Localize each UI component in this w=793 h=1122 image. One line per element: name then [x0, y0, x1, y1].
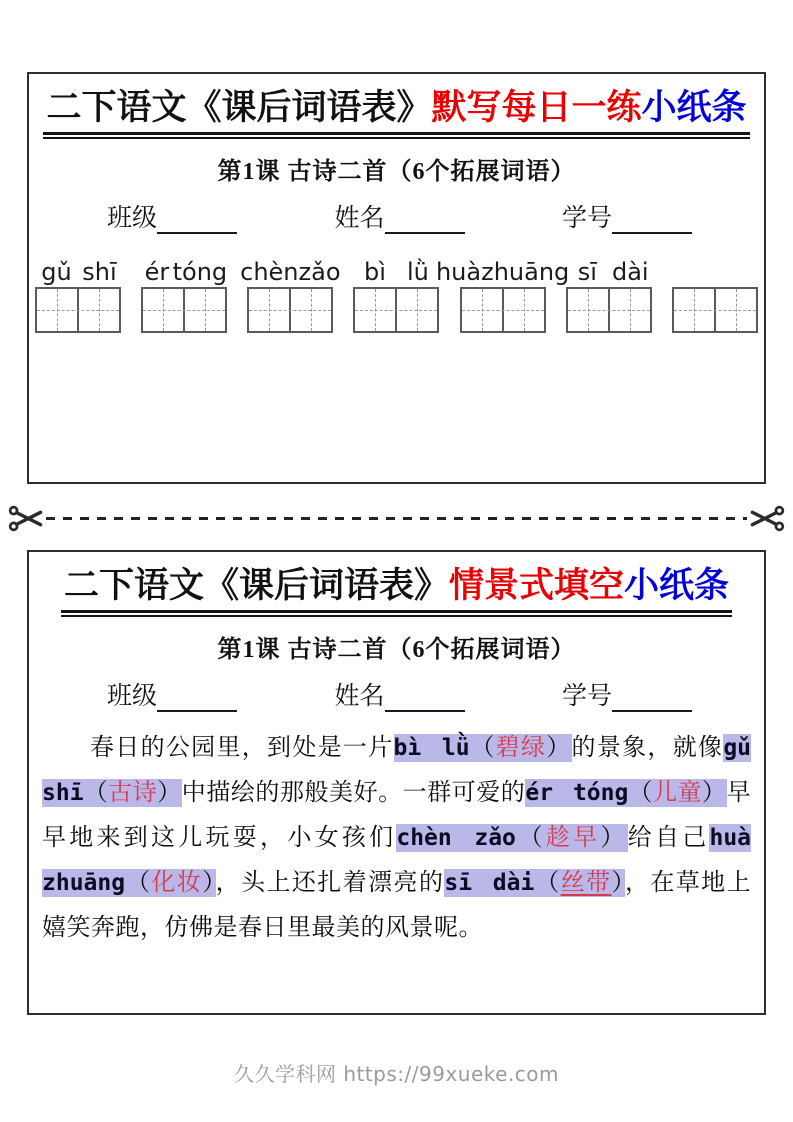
blank-answer: 化妆 — [151, 870, 203, 896]
tianzige-cell — [674, 289, 716, 331]
paren-close: ） — [157, 780, 182, 806]
tianzige-cell — [185, 289, 225, 331]
pinyin-syllable: lǜ — [407, 258, 429, 286]
blank-pinyin: bì lǜ — [393, 735, 470, 761]
highlighted-blank — [525, 779, 726, 807]
name-field — [334, 676, 464, 712]
name-blank — [385, 682, 465, 712]
name-label: 姓名 — [334, 683, 385, 710]
paren-open: （ — [515, 825, 546, 851]
blank-answer: 古诗 — [108, 780, 158, 806]
title-segment-black: 二下语文《课后词语表》 — [63, 566, 449, 605]
blank-answer: 碧绿 — [495, 735, 547, 761]
pinyin-label — [141, 252, 227, 284]
blank-answer: 儿童 — [652, 780, 703, 806]
paren-close: ） — [546, 735, 572, 761]
pinyin-box-row — [29, 252, 764, 333]
pinyin-syllable: zǎo — [298, 258, 341, 286]
title-segment-red: 默写每日一练 — [431, 88, 642, 127]
paren-close: ） — [611, 870, 625, 896]
paragraph-text: 的景象，就像 — [571, 735, 724, 761]
word-column — [672, 252, 758, 333]
paren-open: （ — [125, 870, 152, 896]
name-blank — [385, 204, 465, 234]
blank-pinyin: gǔ shī — [42, 735, 752, 806]
highlighted-blank — [396, 824, 627, 852]
pinyin-label — [353, 252, 439, 284]
student-number-label: 学号 — [561, 205, 612, 232]
class-label: 班级 — [107, 683, 158, 710]
lesson-subtitle: 第1课 古诗二首（6个拓展词语） — [217, 159, 576, 185]
word-column — [141, 252, 227, 333]
tianzige-cell — [462, 289, 504, 331]
blank-pinyin: sī dài — [444, 870, 535, 896]
pinyin-label — [35, 252, 121, 284]
blank-pinyin: chèn zǎo — [396, 825, 516, 851]
student-number-blank — [612, 682, 692, 712]
blank-pinyin: huà zhuāng — [42, 825, 752, 896]
pinyin-syllable: zhuāng — [481, 258, 570, 286]
fill-in-title — [61, 565, 732, 613]
blank-pinyin: ér tóng — [525, 780, 629, 806]
tianzige-cell — [37, 289, 79, 331]
tianzige-writing-grid — [353, 287, 439, 333]
name-field — [334, 198, 464, 234]
pinyin-syllable: chèn — [240, 258, 299, 286]
scissors-icon — [749, 505, 785, 532]
tianzige-writing-grid — [35, 287, 121, 333]
blank-answer: 趁早 — [545, 825, 601, 851]
paragraph-text: ，头上还扎着漂亮的 — [215, 870, 445, 896]
tianzige-cell — [716, 289, 756, 331]
paren-open: （ — [83, 780, 109, 806]
title-segment-blue: 小纸条 — [624, 566, 730, 605]
word-column — [435, 252, 570, 333]
tianzige-writing-grid — [672, 287, 758, 333]
pinyin-label — [435, 252, 570, 286]
student-info-row — [29, 676, 764, 712]
paren-close: ） — [702, 780, 727, 806]
pinyin-label — [566, 252, 652, 284]
paragraph-text: 中描绘的那般美好。一群可爱的 — [181, 780, 526, 806]
blank-answer: 丝带 — [560, 870, 612, 896]
title-segment-red: 情景式填空 — [448, 566, 624, 605]
title-segment-black: 二下语文《课后词语表》 — [46, 88, 432, 127]
scissors-icon — [8, 505, 44, 532]
pinyin-syllable: sī — [577, 258, 597, 286]
paren-open: （ — [534, 870, 561, 896]
class-field — [107, 198, 237, 234]
tianzige-cell — [79, 289, 119, 331]
tianzige-writing-grid — [247, 287, 333, 333]
tianzige-cell — [355, 289, 397, 331]
cut-line — [8, 503, 785, 533]
highlighted-blank — [394, 734, 572, 762]
paragraph-text: 给自己 — [627, 825, 710, 851]
pinyin-syllable: tóng — [172, 258, 228, 286]
name-label: 姓名 — [334, 205, 385, 232]
paren-close: ） — [600, 825, 628, 851]
pinyin-label — [672, 252, 758, 284]
pinyin-label — [240, 252, 341, 286]
tianzige-writing-grid — [141, 287, 227, 333]
word-column — [353, 252, 439, 333]
paren-open: （ — [628, 780, 653, 806]
paragraph-text: 早早地来到这儿玩耍，小女孩们 — [42, 780, 752, 851]
title-segment-blue: 小纸条 — [641, 88, 747, 127]
tianzige-cell — [610, 289, 650, 331]
word-column — [240, 252, 341, 333]
class-label: 班级 — [107, 205, 158, 232]
word-column — [566, 252, 652, 333]
tianzige-writing-grid — [566, 287, 652, 333]
paragraph-text: ，在草地上嬉笑奔跑，仿佛是春日里最美的风景呢。 — [42, 870, 752, 941]
pinyin-syllable: huà — [435, 258, 482, 286]
tianzige-cell — [291, 289, 331, 331]
word-column — [35, 252, 121, 333]
class-blank — [157, 204, 237, 234]
tianzige-cell — [249, 289, 291, 331]
highlighted-blank — [444, 869, 625, 897]
paragraph-text: 春日的公园里，到处是一片 — [90, 735, 394, 761]
site-watermark: 久久学科网 https://99xueke.com — [233, 1062, 560, 1086]
dictation-title — [43, 87, 749, 135]
class-field — [107, 676, 237, 712]
student-info-row — [29, 198, 764, 234]
paren-close: ） — [202, 870, 216, 896]
pinyin-syllable: shī — [82, 258, 117, 286]
student-number-blank — [612, 204, 692, 234]
tianzige-cell — [143, 289, 185, 331]
tianzige-cell — [504, 289, 544, 331]
fill-paragraph — [42, 726, 751, 951]
student-number-field — [562, 676, 692, 712]
pinyin-syllable: ér — [144, 258, 170, 286]
pinyin-syllable: gǔ — [41, 258, 72, 286]
class-blank — [157, 682, 237, 712]
tianzige-writing-grid — [460, 287, 546, 333]
fill-in-slip-card — [27, 550, 766, 1015]
tianzige-cell — [397, 289, 437, 331]
dictation-slip-card — [27, 72, 766, 484]
paren-open: （ — [469, 735, 496, 761]
student-number-label: 学号 — [561, 683, 612, 710]
student-number-field — [562, 198, 692, 234]
dashed-cut-line — [46, 517, 747, 520]
pinyin-syllable: bì — [364, 258, 386, 286]
lesson-subtitle: 第1课 古诗二首（6个拓展词语） — [217, 637, 576, 663]
tianzige-cell — [568, 289, 610, 331]
pinyin-syllable: dài — [611, 258, 649, 286]
